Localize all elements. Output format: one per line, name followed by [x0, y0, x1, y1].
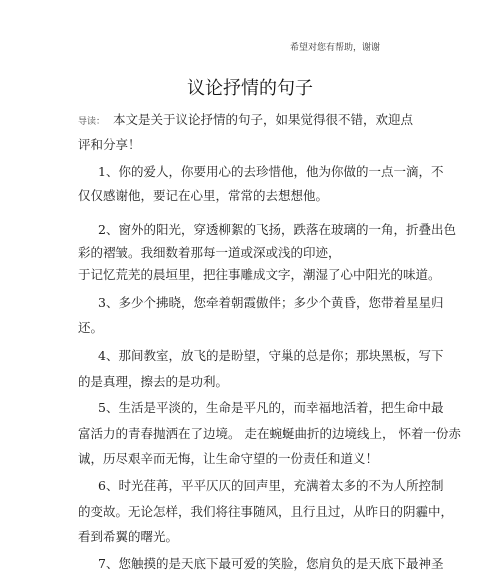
paragraph-line: 1、你的爱人，你要用心的去珍惜他，他为你做的一点一滴，不	[98, 164, 444, 179]
paragraph-line: 看到希翼的曙光。	[78, 529, 179, 544]
paragraph-line: 诚，历尽艰辛而无悔，让生命守望的一份责任和道义！	[78, 451, 379, 466]
intro-line-2: 评和分享！	[78, 137, 141, 152]
header-note: 希望对您有帮助，谢谢	[290, 43, 381, 53]
intro-label: 导读：	[78, 117, 106, 127]
paragraph-line: 5、生活是平淡的，生命是平凡的，而幸福地活着，把生命中最	[98, 400, 444, 415]
paragraph-line: 4、那间教室，放飞的是盼望，守巢的总是你；那块黑板，写下	[98, 348, 444, 363]
paragraph-line: 彩的褶皱。我细数着那每一道或深或浅的印迹，	[78, 245, 341, 260]
intro-line	[78, 110, 413, 128]
paragraph-line: 还。	[78, 320, 104, 335]
paragraph-line: 富活力的青春抛洒在了边境。 走在蜿蜒曲折的边境线上， 怀着一份赤	[78, 426, 461, 441]
paragraph-line: 的变故。无论怎样，我们将往事随风，且行且过，从昨日的阴霾中，	[78, 504, 454, 519]
intro-text: 本文是关于议论抒情的句子，如果觉得很不错，欢迎点	[113, 112, 414, 127]
page-title: 议论抒情的句子	[187, 78, 313, 99]
paragraph-line: 7、您触摸的是天底下最可爱的笑脸，您肩负的是天底下最神圣	[98, 556, 444, 571]
paragraph-line: 的是真理，擦去的是功利。	[78, 374, 229, 389]
paragraph-line: 3、多少个拂晓，您牵着朝霞傲伴；多少个黄昏，您带着星星归	[98, 295, 444, 310]
paragraph-line: 6、时光荏苒，平平仄仄的回声里，充满着太多的不为人所控制	[98, 478, 444, 493]
paragraph-line: 仅仅感谢他，要记在心里，常常的去想想他。	[78, 188, 329, 203]
paragraph-line: 于记忆荒芜的晨垣里，把往事雕成文字，潮湿了心中阳光的味道。	[78, 267, 441, 282]
paragraph-line: 2、窗外的阳光，穿透柳絮的飞扬，跌落在玻璃的一角，折叠出色	[98, 222, 456, 237]
